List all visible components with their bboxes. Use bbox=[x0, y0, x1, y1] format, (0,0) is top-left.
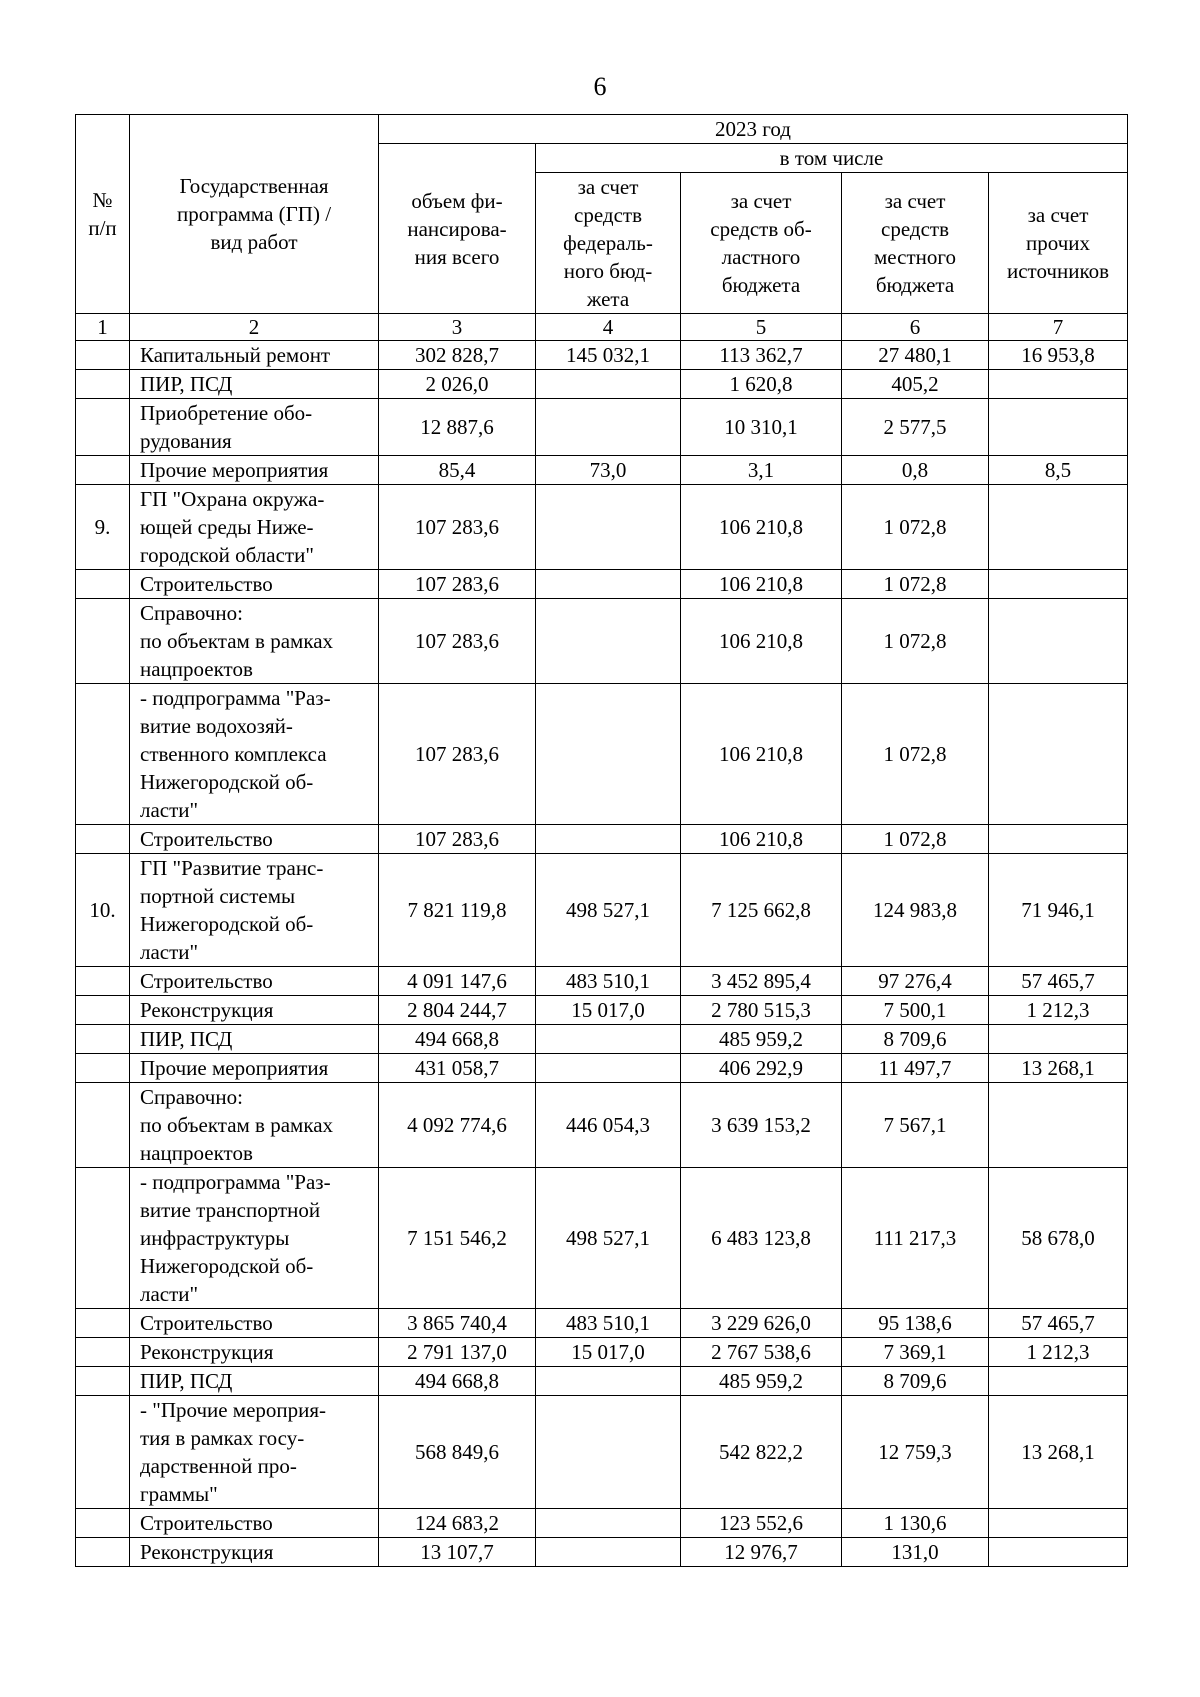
cell-regional: 7 125 662,8 bbox=[681, 854, 842, 967]
table-body bbox=[76, 341, 1128, 1567]
cell-total: 107 283,6 bbox=[379, 599, 536, 684]
row-number: 10. bbox=[76, 854, 130, 967]
table-row bbox=[76, 1338, 1128, 1367]
header-local: за счет средств местного бюджета bbox=[842, 173, 989, 314]
cell-regional: 542 822,2 bbox=[681, 1396, 842, 1509]
row-number bbox=[76, 1025, 130, 1054]
row-name-line: Справочно: bbox=[140, 1085, 243, 1109]
cell-other bbox=[989, 1538, 1128, 1567]
cell-regional: 12 976,7 bbox=[681, 1538, 842, 1567]
cell-federal bbox=[536, 1025, 681, 1054]
row-number bbox=[76, 1338, 130, 1367]
cell-regional: 3 452 895,4 bbox=[681, 967, 842, 996]
row-number bbox=[76, 1309, 130, 1338]
cell-regional: 3 639 153,2 bbox=[681, 1083, 842, 1168]
table-row bbox=[76, 1025, 1128, 1054]
row-name-line: портной системы bbox=[140, 884, 296, 908]
cell-regional: 106 210,8 bbox=[681, 825, 842, 854]
row-name bbox=[130, 684, 379, 825]
cell-local: 95 138,6 bbox=[842, 1309, 989, 1338]
cell-regional: 2 780 515,3 bbox=[681, 996, 842, 1025]
cell-total: 7 821 119,8 bbox=[379, 854, 536, 967]
cell-local: 7 567,1 bbox=[842, 1083, 989, 1168]
row-name-line: - подпрограмма "Раз- bbox=[140, 1170, 331, 1194]
cell-regional: 123 552,6 bbox=[681, 1509, 842, 1538]
cell-other: 13 268,1 bbox=[989, 1054, 1128, 1083]
row-name-line: Реконструкция bbox=[140, 998, 274, 1022]
header-program: Государственная программа (ГП) / вид работ bbox=[130, 115, 379, 314]
row-name bbox=[130, 1054, 379, 1083]
cell-total: 107 283,6 bbox=[379, 684, 536, 825]
row-name bbox=[130, 825, 379, 854]
row-name-line: ласти" bbox=[140, 940, 199, 964]
row-number bbox=[76, 1367, 130, 1396]
row-name-line: - "Прочие мероприя- bbox=[140, 1398, 327, 1422]
row-name-line: Строительство bbox=[140, 572, 273, 596]
table-row bbox=[76, 967, 1128, 996]
row-name-line: Строительство bbox=[140, 827, 273, 851]
row-name bbox=[130, 1083, 379, 1168]
cell-total: 494 668,8 bbox=[379, 1367, 536, 1396]
table-row bbox=[76, 599, 1128, 684]
cell-local: 124 983,8 bbox=[842, 854, 989, 967]
cell-total: 302 828,7 bbox=[379, 341, 536, 370]
row-name-line: Прочие мероприятия bbox=[140, 458, 329, 482]
row-name bbox=[130, 1396, 379, 1509]
row-name bbox=[130, 1025, 379, 1054]
cell-federal bbox=[536, 684, 681, 825]
cell-federal bbox=[536, 1396, 681, 1509]
row-name bbox=[130, 967, 379, 996]
row-name bbox=[130, 399, 379, 456]
cell-total: 2 804 244,7 bbox=[379, 996, 536, 1025]
row-number bbox=[76, 825, 130, 854]
cell-total: 124 683,2 bbox=[379, 1509, 536, 1538]
cell-other: 1 212,3 bbox=[989, 996, 1128, 1025]
cell-total: 2 791 137,0 bbox=[379, 1338, 536, 1367]
row-name-line: ласти" bbox=[140, 1282, 199, 1306]
cell-other bbox=[989, 1083, 1128, 1168]
cell-regional: 10 310,1 bbox=[681, 399, 842, 456]
cell-federal bbox=[536, 570, 681, 599]
column-number: 5 bbox=[681, 314, 842, 341]
row-number bbox=[76, 399, 130, 456]
row-number bbox=[76, 1054, 130, 1083]
cell-federal: 15 017,0 bbox=[536, 996, 681, 1025]
row-name-line: ПИР, ПСД bbox=[140, 1027, 233, 1051]
cell-regional: 6 483 123,8 bbox=[681, 1168, 842, 1309]
cell-total: 13 107,7 bbox=[379, 1538, 536, 1567]
cell-total: 494 668,8 bbox=[379, 1025, 536, 1054]
row-name-line: городской области" bbox=[140, 543, 314, 567]
header-row-year bbox=[76, 115, 1128, 144]
cell-local: 8 709,6 bbox=[842, 1025, 989, 1054]
cell-other bbox=[989, 1025, 1128, 1054]
row-name bbox=[130, 1309, 379, 1338]
cell-federal bbox=[536, 485, 681, 570]
row-name-line: Строительство bbox=[140, 969, 273, 993]
cell-total: 85,4 bbox=[379, 456, 536, 485]
cell-federal bbox=[536, 399, 681, 456]
header-other: за счет прочих источников bbox=[989, 173, 1128, 314]
cell-local: 1 072,8 bbox=[842, 570, 989, 599]
cell-other bbox=[989, 825, 1128, 854]
row-name-line: Строительство bbox=[140, 1311, 273, 1335]
cell-other: 58 678,0 bbox=[989, 1168, 1128, 1309]
cell-other bbox=[989, 1367, 1128, 1396]
cell-other bbox=[989, 684, 1128, 825]
row-name-line: витие водохозяй- bbox=[140, 714, 293, 738]
row-name bbox=[130, 1338, 379, 1367]
row-name bbox=[130, 1367, 379, 1396]
row-name-line: ласти" bbox=[140, 798, 199, 822]
row-name bbox=[130, 599, 379, 684]
row-name-line: ПИР, ПСД bbox=[140, 372, 233, 396]
cell-local: 0,8 bbox=[842, 456, 989, 485]
table-row bbox=[76, 1309, 1128, 1338]
table-row bbox=[76, 825, 1128, 854]
cell-total: 3 865 740,4 bbox=[379, 1309, 536, 1338]
cell-other: 13 268,1 bbox=[989, 1396, 1128, 1509]
cell-local: 405,2 bbox=[842, 370, 989, 399]
row-name-line: Нижегородской об- bbox=[140, 770, 314, 794]
cell-regional: 406 292,9 bbox=[681, 1054, 842, 1083]
row-number: 9. bbox=[76, 485, 130, 570]
row-number bbox=[76, 1083, 130, 1168]
row-name bbox=[130, 996, 379, 1025]
cell-other bbox=[989, 599, 1128, 684]
table-header bbox=[76, 115, 1128, 341]
cell-federal bbox=[536, 825, 681, 854]
row-number bbox=[76, 456, 130, 485]
table-row bbox=[76, 370, 1128, 399]
cell-other bbox=[989, 485, 1128, 570]
cell-other: 16 953,8 bbox=[989, 341, 1128, 370]
cell-federal: 73,0 bbox=[536, 456, 681, 485]
table-row bbox=[76, 996, 1128, 1025]
row-name-line: ственного комплекса bbox=[140, 742, 327, 766]
row-name-line: Приобретение обо- bbox=[140, 401, 313, 425]
table-row bbox=[76, 684, 1128, 825]
table-row bbox=[76, 399, 1128, 456]
cell-regional: 485 959,2 bbox=[681, 1025, 842, 1054]
row-number bbox=[76, 1168, 130, 1309]
cell-federal: 498 527,1 bbox=[536, 854, 681, 967]
cell-regional: 106 210,8 bbox=[681, 684, 842, 825]
cell-regional: 485 959,2 bbox=[681, 1367, 842, 1396]
row-name-line: ПИР, ПСД bbox=[140, 1369, 233, 1393]
cell-regional: 3 229 626,0 bbox=[681, 1309, 842, 1338]
cell-local: 27 480,1 bbox=[842, 341, 989, 370]
row-name-line: Нижегородской об- bbox=[140, 912, 314, 936]
row-name-line: по объектам в рамках bbox=[140, 629, 334, 653]
cell-federal: 15 017,0 bbox=[536, 1338, 681, 1367]
row-number bbox=[76, 599, 130, 684]
row-name-line: Прочие мероприятия bbox=[140, 1056, 329, 1080]
cell-other bbox=[989, 1509, 1128, 1538]
row-name-line: Нижегородской об- bbox=[140, 1254, 314, 1278]
row-name bbox=[130, 570, 379, 599]
cell-local: 7 369,1 bbox=[842, 1338, 989, 1367]
cell-local: 111 217,3 bbox=[842, 1168, 989, 1309]
cell-local: 1 072,8 bbox=[842, 684, 989, 825]
cell-local: 1 130,6 bbox=[842, 1509, 989, 1538]
cell-federal: 483 510,1 bbox=[536, 1309, 681, 1338]
cell-total: 107 283,6 bbox=[379, 570, 536, 599]
row-name-line: Справочно: bbox=[140, 601, 243, 625]
row-name-line: ГП "Развитие транс- bbox=[140, 856, 324, 880]
row-name bbox=[130, 1509, 379, 1538]
cell-other bbox=[989, 370, 1128, 399]
cell-other bbox=[989, 570, 1128, 599]
header-year: 2023 год bbox=[379, 115, 1128, 144]
row-number bbox=[76, 967, 130, 996]
cell-total: 568 849,6 bbox=[379, 1396, 536, 1509]
cell-total: 7 151 546,2 bbox=[379, 1168, 536, 1309]
row-name-line: инфраструктуры bbox=[140, 1226, 290, 1250]
cell-federal bbox=[536, 1509, 681, 1538]
table-row bbox=[76, 456, 1128, 485]
row-name-line: граммы" bbox=[140, 1482, 218, 1506]
header-total: объем фи- нансирова- ния всего bbox=[379, 144, 536, 314]
row-name-line: Капитальный ремонт bbox=[140, 343, 331, 367]
table-row bbox=[76, 570, 1128, 599]
row-name-line: ГП "Охрана окружа- bbox=[140, 487, 325, 511]
cell-other: 8,5 bbox=[989, 456, 1128, 485]
row-name-line: - подпрограмма "Раз- bbox=[140, 686, 331, 710]
row-name bbox=[130, 341, 379, 370]
row-name bbox=[130, 370, 379, 399]
row-name-line: Реконструкция bbox=[140, 1340, 274, 1364]
table-row bbox=[76, 341, 1128, 370]
row-name-line: дарственной про- bbox=[140, 1454, 297, 1478]
cell-other: 57 465,7 bbox=[989, 1309, 1128, 1338]
cell-local: 97 276,4 bbox=[842, 967, 989, 996]
row-name-line: тия в рамках госу- bbox=[140, 1426, 305, 1450]
cell-total: 107 283,6 bbox=[379, 485, 536, 570]
cell-total: 4 092 774,6 bbox=[379, 1083, 536, 1168]
row-name bbox=[130, 854, 379, 967]
cell-regional: 1 620,8 bbox=[681, 370, 842, 399]
column-number: 6 bbox=[842, 314, 989, 341]
table-row bbox=[76, 1538, 1128, 1567]
cell-regional: 2 767 538,6 bbox=[681, 1338, 842, 1367]
row-number bbox=[76, 1538, 130, 1567]
cell-local: 11 497,7 bbox=[842, 1054, 989, 1083]
row-name bbox=[130, 456, 379, 485]
row-name bbox=[130, 1168, 379, 1309]
row-name-line: нацпроектов bbox=[140, 657, 253, 681]
cell-local: 12 759,3 bbox=[842, 1396, 989, 1509]
header-num: № п/п bbox=[76, 115, 130, 314]
column-number-row bbox=[76, 314, 1128, 341]
table-row bbox=[76, 1054, 1128, 1083]
cell-local: 8 709,6 bbox=[842, 1367, 989, 1396]
table-row bbox=[76, 485, 1128, 570]
row-name-line: нацпроектов bbox=[140, 1141, 253, 1165]
table-row bbox=[76, 1396, 1128, 1509]
cell-regional: 106 210,8 bbox=[681, 570, 842, 599]
page-number: 6 bbox=[593, 72, 607, 101]
cell-federal: 498 527,1 bbox=[536, 1168, 681, 1309]
row-number bbox=[76, 1509, 130, 1538]
cell-total: 12 887,6 bbox=[379, 399, 536, 456]
header-regional: за счет средств об- ластного бюджета bbox=[681, 173, 842, 314]
column-number: 3 bbox=[379, 314, 536, 341]
cell-total: 4 091 147,6 bbox=[379, 967, 536, 996]
row-name bbox=[130, 485, 379, 570]
column-number: 1 bbox=[76, 314, 130, 341]
row-name-line: Строительство bbox=[140, 1511, 273, 1535]
cell-local: 1 072,8 bbox=[842, 485, 989, 570]
table-row bbox=[76, 854, 1128, 967]
cell-other: 57 465,7 bbox=[989, 967, 1128, 996]
cell-local: 131,0 bbox=[842, 1538, 989, 1567]
financing-table bbox=[75, 114, 1128, 1567]
row-name bbox=[130, 1538, 379, 1567]
row-number bbox=[76, 1396, 130, 1509]
row-name-line: витие транспортной bbox=[140, 1198, 321, 1222]
header-including: в том числе bbox=[536, 144, 1128, 173]
column-number: 7 bbox=[989, 314, 1128, 341]
cell-other: 71 946,1 bbox=[989, 854, 1128, 967]
row-number bbox=[76, 370, 130, 399]
cell-local: 1 072,8 bbox=[842, 599, 989, 684]
cell-federal: 483 510,1 bbox=[536, 967, 681, 996]
table-row bbox=[76, 1367, 1128, 1396]
table-row bbox=[76, 1168, 1128, 1309]
cell-federal: 145 032,1 bbox=[536, 341, 681, 370]
cell-federal bbox=[536, 1054, 681, 1083]
cell-total: 107 283,6 bbox=[379, 825, 536, 854]
cell-regional: 3,1 bbox=[681, 456, 842, 485]
row-number bbox=[76, 996, 130, 1025]
cell-local: 2 577,5 bbox=[842, 399, 989, 456]
header-federal: за счет средств федераль- ного бюд- жета bbox=[536, 173, 681, 314]
row-number bbox=[76, 341, 130, 370]
row-name-line: рудования bbox=[140, 429, 232, 453]
cell-regional: 106 210,8 bbox=[681, 599, 842, 684]
column-number: 4 bbox=[536, 314, 681, 341]
cell-federal bbox=[536, 599, 681, 684]
table-row bbox=[76, 1083, 1128, 1168]
cell-federal: 446 054,3 bbox=[536, 1083, 681, 1168]
cell-federal bbox=[536, 1367, 681, 1396]
cell-total: 431 058,7 bbox=[379, 1054, 536, 1083]
cell-other bbox=[989, 399, 1128, 456]
table-row bbox=[76, 1509, 1128, 1538]
cell-regional: 113 362,7 bbox=[681, 341, 842, 370]
cell-federal bbox=[536, 1538, 681, 1567]
row-number bbox=[76, 570, 130, 599]
cell-regional: 106 210,8 bbox=[681, 485, 842, 570]
column-number: 2 bbox=[130, 314, 379, 341]
cell-local: 1 072,8 bbox=[842, 825, 989, 854]
row-name-line: по объектам в рамках bbox=[140, 1113, 334, 1137]
cell-federal bbox=[536, 370, 681, 399]
cell-total: 2 026,0 bbox=[379, 370, 536, 399]
row-name-line: Реконструкция bbox=[140, 1540, 274, 1564]
cell-other: 1 212,3 bbox=[989, 1338, 1128, 1367]
cell-local: 7 500,1 bbox=[842, 996, 989, 1025]
row-number bbox=[76, 684, 130, 825]
row-name-line: ющей среды Ниже- bbox=[140, 515, 314, 539]
